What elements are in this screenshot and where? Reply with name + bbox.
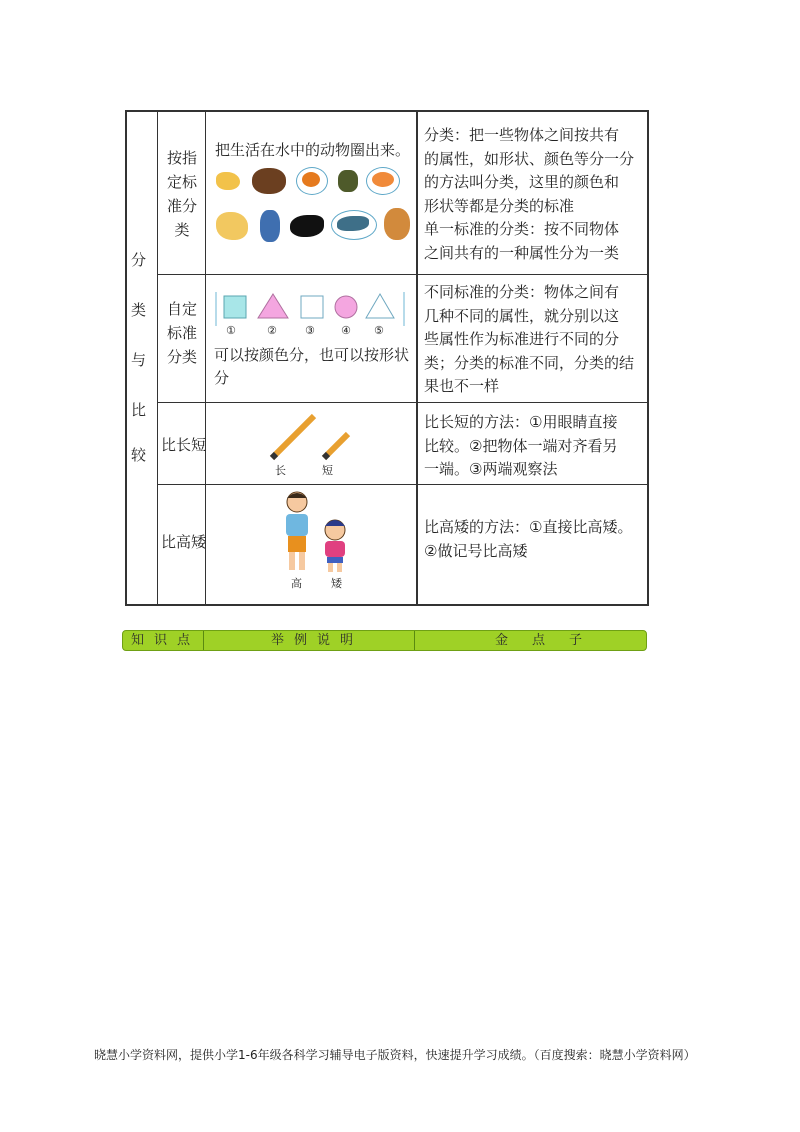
- label-short-height: 矮: [331, 577, 342, 590]
- shape-number: ①: [226, 324, 236, 337]
- header-knowledge-point: 知识点: [131, 633, 201, 648]
- shape-number: ④: [341, 324, 351, 337]
- shape-number: ②: [267, 324, 277, 337]
- example-text: 可以按颜色分，也可以按形状分: [214, 346, 410, 387]
- table-header-bar: [122, 630, 647, 651]
- row-name-self-defined-standard: 自定 标准 分类: [166, 300, 197, 366]
- note-compare-height: 比高矮的方法：①直接比高矮。 ②做记号比高矮: [424, 518, 633, 560]
- header-golden-ideas: 金点子: [495, 633, 607, 648]
- triangle-white: [366, 294, 394, 318]
- header-examples: 举例说明: [271, 633, 364, 648]
- note-sort-by-standard: 分类：把一些物体之间按共有 的属性，如形状、颜色等分一分 的方法叫分类，这里的颜色和 形状等都是分类的标准 单一标准的分类：按不同物体 之间共有的一种属性分为一类: [424, 126, 635, 262]
- note-self-defined-standard: 不同标准的分类：物体之间有 几种不同的属性，就分别以这 些属性作为标准进行不同的分 类；分类的标准不同，分类的结 果也不一样: [424, 283, 635, 395]
- category-char: 与: [131, 351, 147, 369]
- shape-number: ⑤: [374, 324, 384, 337]
- triangle-pink: [258, 294, 288, 318]
- square-white: [301, 296, 323, 318]
- category-char: 比: [131, 401, 147, 419]
- footer-text: 晓慧小学资料网，提供小学1-6年级各科学习辅导电子版资料，快速提升学习成绩。（百度搜索：晓慧小学资料网）: [94, 1048, 696, 1062]
- example-text: 把生活在水中的动物圈出来。: [215, 141, 411, 159]
- label-short: 短: [322, 464, 333, 477]
- label-long: 长: [275, 464, 286, 477]
- row-name-compare-length: 比长短: [161, 436, 207, 454]
- label-tall: 高: [291, 577, 302, 590]
- note-compare-length: 比长短的方法：①用眼睛直接 比较。②把物体一端对齐看另 一端。③两端观察法: [424, 413, 618, 478]
- circle-pink: [335, 296, 357, 318]
- square-cyan: [224, 296, 246, 318]
- row-name-sort-by-standard: 按指 定标 准分 类: [166, 149, 197, 239]
- category-char: 类: [131, 301, 147, 319]
- shape-number: ③: [305, 324, 315, 337]
- pencils-illustration: [266, 412, 356, 462]
- category-char: 分: [131, 251, 147, 269]
- shape-row: [214, 286, 406, 346]
- children-illustration: [272, 490, 362, 580]
- row-name-compare-height: 比高矮: [161, 533, 207, 551]
- category-char: 较: [131, 446, 147, 464]
